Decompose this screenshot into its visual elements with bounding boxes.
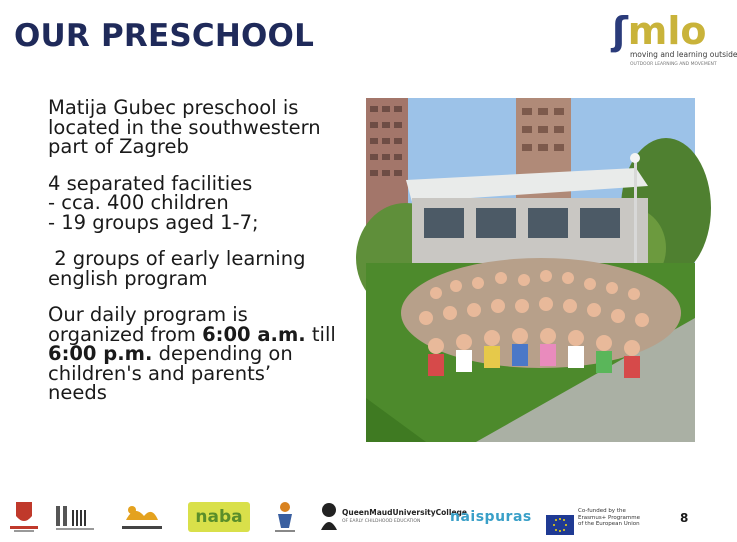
text-line: - 19 groups aged 1-7;	[48, 210, 259, 234]
text-line: Our daily program is	[48, 303, 248, 326]
paragraph-program	[48, 305, 360, 403]
partner-university-logo	[54, 500, 98, 534]
text-line: - cca. 400 children	[48, 191, 229, 214]
naba-label: naba	[195, 507, 243, 527]
text-fragment: organized from	[48, 322, 203, 346]
eu-funding-text: Co-funded by the Erasmus+ Programme of the European Union	[578, 508, 640, 527]
partner-crest-logo	[4, 500, 44, 534]
eu-flag-icon	[546, 508, 574, 542]
time-end: 6:00 p.m.	[48, 342, 153, 365]
partner-naba-logo	[188, 502, 250, 532]
text-fragment: till	[305, 322, 336, 346]
partner-qmuc-icon	[318, 500, 340, 534]
partner-logos-strip	[0, 496, 720, 540]
time-start: 6:00 a.m.	[202, 322, 306, 346]
mlo-logo	[612, 9, 737, 70]
logo-mark	[612, 9, 707, 53]
logo-mark-left: ʃ	[612, 9, 628, 53]
slide-title: OUR PRESCHOOL	[14, 18, 315, 54]
preschool-group-photo	[366, 98, 695, 442]
partner-qmuc-text	[342, 508, 467, 524]
paragraph-english	[48, 249, 360, 288]
photo-illustration	[366, 98, 695, 442]
logo-subtagline: OUTDOOR LEARNING AND MOVEMENT	[630, 62, 717, 67]
paragraph-location	[48, 98, 360, 157]
text-line: 2 groups of early learning	[48, 247, 306, 270]
qmuc-subtitle: OF EARLY CHILDHOOD EDUCATION	[342, 519, 421, 524]
partner-figure-logo	[270, 500, 300, 534]
text-line	[48, 344, 360, 364]
text-line: 4 separated facilities	[48, 171, 253, 195]
qmuc-name: QueenMaudUniversityCollege	[342, 508, 467, 517]
partner-naispuras-logo	[450, 506, 532, 525]
page-number: 8	[680, 511, 689, 525]
text-line: Matija Gubec preschool is	[48, 96, 299, 119]
logo-tagline: moving and learning outside	[630, 50, 737, 59]
text-line: children's and parents’	[48, 361, 272, 385]
text-fragment: depending on	[152, 342, 293, 365]
partner-nature-logo	[118, 500, 166, 534]
text-line: located in the southwestern	[48, 115, 321, 139]
logo-mark-right: mlo	[627, 9, 707, 53]
paragraph-facilities	[48, 171, 360, 234]
naispuras-label: naispuras	[450, 509, 532, 525]
text-line: part of Zagreb	[48, 135, 189, 158]
body-text	[48, 98, 360, 420]
text-line: english program	[48, 266, 208, 290]
text-line: needs	[48, 381, 107, 404]
